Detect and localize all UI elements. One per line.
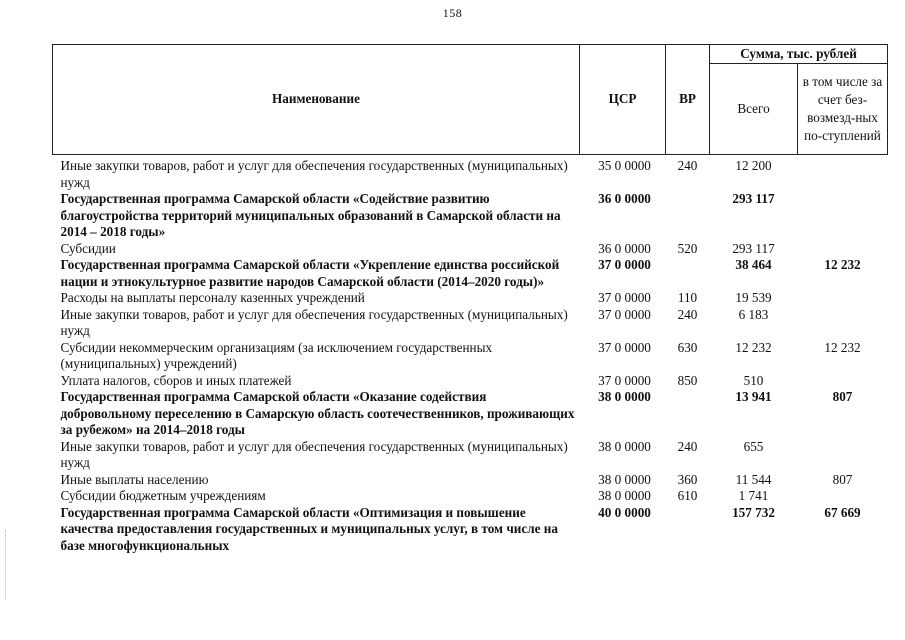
program-row — [53, 191, 888, 241]
cell-total: 293 117 — [732, 191, 775, 206]
cell-grant — [798, 241, 888, 258]
cell-total: 19 539 — [735, 290, 772, 305]
cell-name: Субсидии — [60, 240, 116, 256]
cell-vr — [666, 257, 710, 290]
cell-name: Иные закупки товаров, работ и услуг для обеспечения государственных (муниципальных) нужд — [60, 306, 568, 338]
table-row — [53, 158, 888, 191]
cell-total: 12 200 — [735, 158, 772, 173]
cell-name: Государственная программа Самарской области «Оказание содействия добровольному переселению в Самарскую область соотечественников, проживающих за рубежом» на 2014–2018 годы — [60, 389, 575, 437]
table-row — [53, 373, 888, 390]
cell-grant — [798, 290, 888, 307]
cell-name: Государственная программа Самарской области «Оптимизация и повышение качества предоставления государственных и муниципальных услуг, в том числе на базе многофункциональных — [60, 504, 558, 553]
cell-name: Уплата налогов, сборов и иных платежей — [60, 372, 292, 388]
cell-grant — [798, 439, 888, 472]
table-row — [53, 439, 888, 472]
table-row — [53, 472, 888, 489]
cell-grant: 12 232 — [824, 339, 861, 355]
program-row — [53, 505, 888, 555]
cell-vr: 110 — [677, 290, 698, 305]
cell-vr: 610 — [677, 488, 698, 503]
table-row — [53, 340, 888, 373]
cell-csr: 36 0 0000 — [598, 191, 651, 206]
table-header — [53, 45, 888, 155]
cell-csr: 37 0 0000 — [598, 257, 651, 272]
cell-name: Субсидии бюджетным учреждениям — [60, 488, 266, 503]
cell-grant: 807 — [832, 389, 853, 404]
cell-name: Государственная программа Самарской области «Содействие развитию благоустройства территорий муниципальных образований в Самарской области на 2014 – 2018 годы» — [60, 191, 561, 239]
table-row — [53, 488, 888, 505]
cell-vr: 850 — [677, 372, 698, 388]
cell-total: 293 117 — [732, 240, 775, 256]
cell-total: 510 — [743, 372, 764, 388]
cell-csr: 37 0 0000 — [598, 306, 651, 322]
cell-grant — [798, 191, 888, 241]
budget-table — [52, 44, 888, 554]
cell-vr: 520 — [677, 240, 698, 256]
cell-csr: 38 0 0000 — [598, 438, 651, 454]
cell-csr: 35 0 0000 — [598, 158, 651, 173]
cell-grant: 807 — [832, 471, 853, 487]
cell-vr: 630 — [677, 339, 698, 355]
cell-name: Государственная программа Самарской области «Укрепление единства российской нации и этнокультурное развитие народов Самарской области (2014–2020 годы)» — [60, 257, 560, 289]
cell-name: Субсидии некоммерческим организациям (за исключением государственных (муниципальных) учреждений) — [60, 339, 493, 371]
cell-grant: 12 232 — [824, 257, 861, 272]
cell-csr: 40 0 0000 — [598, 504, 651, 520]
cell-total: 6 183 — [738, 306, 769, 322]
header-vr: ВР — [666, 45, 710, 155]
cell-total: 38 464 — [735, 257, 772, 272]
cell-total: 13 941 — [735, 389, 772, 404]
cell-grant — [798, 488, 888, 505]
cell-csr: 38 0 0000 — [598, 389, 651, 404]
page-number: 158 — [442, 6, 463, 20]
table-row — [53, 241, 888, 258]
cell-csr: 36 0 0000 — [598, 240, 651, 256]
cell-vr: 240 — [677, 306, 698, 322]
cell-total: 655 — [743, 438, 764, 454]
cell-total: 11 544 — [735, 471, 772, 487]
cell-grant — [798, 307, 888, 340]
cell-name: Иные закупки товаров, работ и услуг для обеспечения государственных (муниципальных) нужд — [60, 158, 568, 190]
cell-vr — [666, 505, 710, 555]
header-grant: в том числе за счет без-возмезд-ных по-ступлений — [798, 64, 888, 155]
scan-margin-mark — [5, 530, 10, 600]
cell-name: Иные закупки товаров, работ и услуг для обеспечения государственных (муниципальных) нужд — [60, 438, 568, 470]
cell-csr: 38 0 0000 — [598, 488, 651, 503]
cell-total: 157 732 — [732, 504, 775, 520]
cell-vr: 240 — [677, 438, 698, 454]
cell-csr: 37 0 0000 — [598, 372, 651, 388]
header-csr: ЦСР — [580, 45, 666, 155]
program-row — [53, 257, 888, 290]
cell-grant — [798, 158, 888, 191]
cell-csr: 38 0 0000 — [598, 471, 651, 487]
cell-csr: 37 0 0000 — [598, 339, 651, 355]
cell-total: 12 232 — [735, 339, 772, 355]
cell-vr: 240 — [677, 158, 698, 173]
cell-total: 1 741 — [738, 488, 769, 503]
cell-vr — [666, 191, 710, 241]
table-body — [53, 155, 888, 555]
cell-grant: 67 669 — [824, 504, 861, 520]
header-total: Всего — [710, 64, 798, 155]
cell-name: Расходы на выплаты персоналу казенных учреждений — [60, 290, 365, 305]
cell-vr — [666, 389, 710, 439]
table-row — [53, 307, 888, 340]
program-row — [53, 389, 888, 439]
table-row — [53, 290, 888, 307]
cell-csr: 37 0 0000 — [598, 290, 651, 305]
cell-name: Иные выплаты населению — [60, 471, 209, 487]
cell-vr: 360 — [677, 471, 698, 487]
header-sum-group: Сумма, тыс. рублей — [710, 45, 888, 64]
header-name: Наименование — [53, 45, 580, 155]
cell-grant — [798, 373, 888, 390]
